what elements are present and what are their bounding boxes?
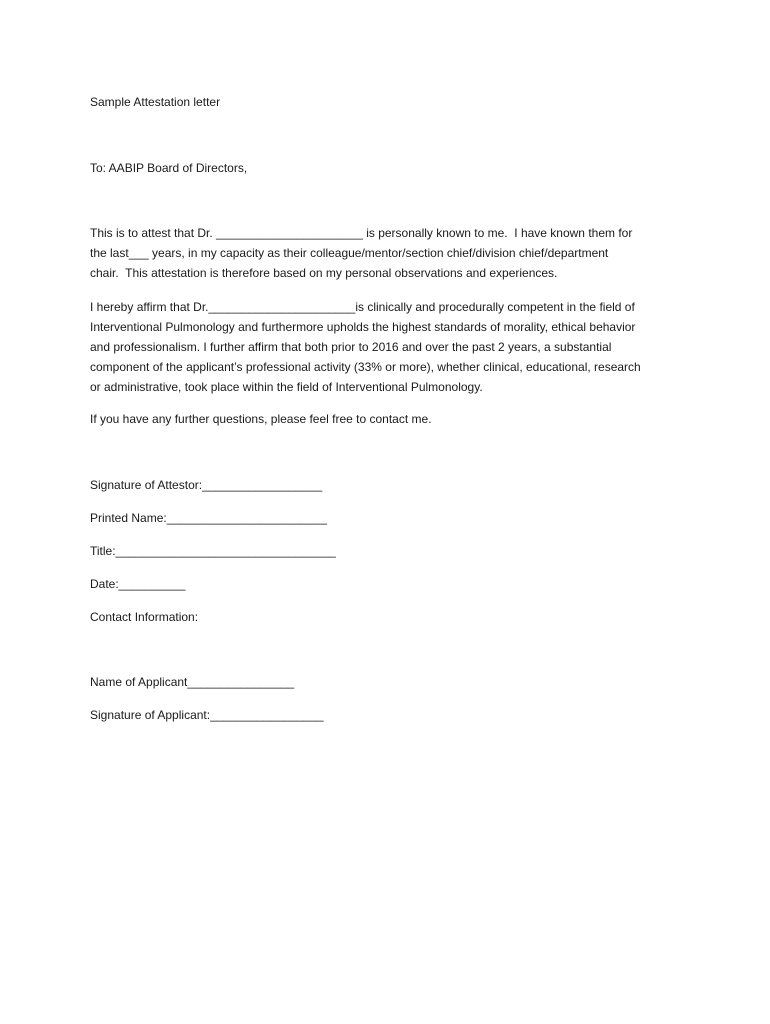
printed-name-field: Printed Name:________________________ xyxy=(90,511,327,525)
paragraph-line: the last___ years, in my capacity as their colleague/mentor/section chief/division chief/department xyxy=(90,246,609,260)
name-of-applicant-field: Name of Applicant________________ xyxy=(90,675,295,689)
salutation: To: AABIP Board of Directors, xyxy=(90,161,248,175)
signature-applicant-field: Signature of Applicant:_________________ xyxy=(90,708,324,722)
paragraph-line: This is to attest that Dr. ______________________ is personally known to me. I have known them for xyxy=(90,226,633,240)
paragraph-line: I hereby affirm that Dr.______________________is clinically and procedurally competent in the field of xyxy=(90,300,635,314)
paragraph-line: or administrative, took place within the field of Interventional Pulmonology. xyxy=(90,380,483,394)
paragraph-line: chair. This attestation is therefore based on my personal observations and experiences. xyxy=(90,266,558,280)
title-field: Title:_________________________________ xyxy=(90,544,336,558)
date-field: Date:__________ xyxy=(90,577,186,591)
contact-information-label: Contact Information: xyxy=(90,610,199,624)
document-heading: Sample Attestation letter xyxy=(90,95,221,109)
paragraph-line: Interventional Pulmonology and furthermore upholds the highest standards of morality, ethical behavior xyxy=(90,320,636,334)
signature-attestor-field: Signature of Attestor:__________________ xyxy=(90,478,323,492)
paragraph-line: and professionalism. I further affirm that both prior to 2016 and over the past 2 years, a substantial xyxy=(90,340,612,354)
closing-line: If you have any further questions, please feel free to contact me. xyxy=(90,412,432,426)
paragraph-attestation xyxy=(90,223,690,283)
paragraph-affirmation xyxy=(90,297,690,397)
paragraph-line: component of the applicant’s professional activity (33% or more), whether clinical, educational, research xyxy=(90,360,641,374)
